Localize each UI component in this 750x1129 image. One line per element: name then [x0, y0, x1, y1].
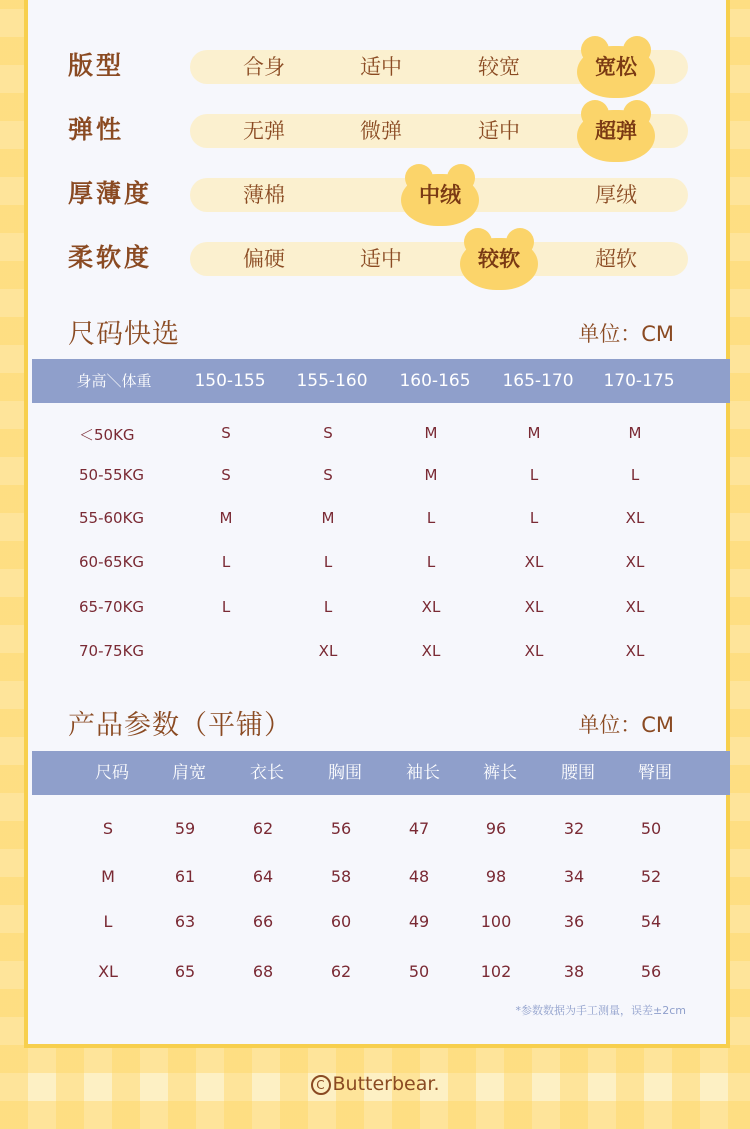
param-cell: 98 [485, 867, 507, 886]
param-cell: 56 [330, 819, 352, 838]
param-cell: 66 [252, 912, 274, 931]
weight-label: 50-55KG [79, 466, 145, 484]
param-size-label: L [103, 912, 113, 931]
param-cell: 52 [640, 867, 662, 886]
attr-row [68, 46, 688, 86]
size-cell: L [426, 553, 436, 571]
attr-option: 微弹 [360, 119, 402, 143]
param-cell: 34 [563, 867, 585, 886]
param-cell: 38 [563, 962, 585, 981]
params-unit: 单位：CM [578, 713, 674, 737]
param-header: 裤长 [483, 763, 517, 783]
param-cell: 60 [330, 912, 352, 931]
param-cell: 36 [563, 912, 585, 931]
attr-option: 适中 [360, 55, 402, 79]
content-card [24, 0, 730, 1048]
size-cell: M [424, 424, 438, 442]
height-header: 165-170 [502, 371, 574, 391]
brand-name: Butterbear. [332, 1073, 440, 1095]
param-cell: 49 [408, 912, 430, 931]
param-cell: 58 [330, 867, 352, 886]
attr-label: 版型 [68, 51, 125, 80]
attr-option: 薄棉 [243, 183, 285, 207]
param-cell: 61 [174, 867, 196, 886]
param-cell: 62 [330, 962, 352, 981]
attr-scale [190, 242, 688, 276]
size-guide-title: 尺码快选 [68, 319, 180, 350]
size-cell: XL [421, 642, 441, 660]
size-cell: XL [524, 553, 544, 571]
attr-label: 柔软度 [68, 243, 153, 272]
param-header: 臀围 [638, 763, 672, 783]
size-cell: L [221, 598, 231, 616]
height-header: 150-155 [194, 371, 266, 391]
height-header: 160-165 [399, 371, 471, 391]
size-cell: M [628, 424, 642, 442]
param-cell: 100 [480, 912, 512, 931]
attr-option: 厚绒 [595, 183, 637, 207]
params-header [32, 751, 730, 795]
param-header: 尺码 [95, 763, 129, 783]
size-cell: S [323, 424, 333, 442]
weight-label: ＜50KG [79, 426, 135, 444]
param-cell: 50 [408, 962, 430, 981]
size-cell: L [529, 466, 539, 484]
size-cell: L [426, 509, 436, 527]
corner-header: 身高＼体重 [76, 372, 152, 390]
size-cell: XL [524, 598, 544, 616]
attr-scale [190, 50, 688, 84]
param-cell: 59 [174, 819, 196, 838]
weight-label: 65-70KG [79, 598, 145, 616]
size-cell: S [221, 466, 231, 484]
weight-label: 60-65KG [79, 553, 145, 571]
param-cell: 62 [252, 819, 274, 838]
param-cell: 54 [640, 912, 662, 931]
attr-option-selected: 宽松 [595, 55, 637, 79]
size-cell: L [323, 553, 333, 571]
attr-option: 较宽 [478, 55, 520, 79]
attr-row [68, 110, 688, 150]
attr-option-selected: 较软 [478, 247, 520, 271]
param-size-label: M [101, 867, 115, 886]
param-header: 衣长 [250, 763, 284, 783]
param-cell: 96 [485, 819, 507, 838]
attr-option-selected: 超弹 [595, 119, 637, 143]
attr-option: 合身 [243, 55, 285, 79]
attr-option: 适中 [478, 119, 520, 143]
size-cell: XL [421, 598, 441, 616]
brand-logo [0, 1073, 750, 1095]
size-cell: XL [318, 642, 338, 660]
size-cell: L [221, 553, 231, 571]
size-cell: XL [625, 509, 645, 527]
attr-option-selected: 中绒 [419, 183, 461, 207]
size-cell: M [219, 509, 233, 527]
size-cell: XL [625, 598, 645, 616]
attr-option: 偏硬 [243, 247, 285, 271]
param-header: 胸围 [328, 763, 362, 783]
size-cell: M [527, 424, 541, 442]
size-cell: XL [625, 642, 645, 660]
size-cell: S [323, 466, 333, 484]
attr-option: 无弹 [243, 119, 285, 143]
attr-label: 弹性 [68, 115, 125, 144]
height-header: 155-160 [296, 371, 368, 391]
param-cell: 65 [174, 962, 196, 981]
param-cell: 64 [252, 867, 274, 886]
param-cell: 56 [640, 962, 662, 981]
params-title: 产品参数（平铺） [68, 710, 292, 741]
attr-option: 超软 [595, 247, 637, 271]
param-cell: 68 [252, 962, 274, 981]
size-guide-unit: 单位：CM [578, 322, 674, 346]
param-cell: 102 [480, 962, 512, 981]
weight-label: 70-75KG [79, 642, 145, 660]
attr-row [68, 174, 688, 214]
attr-label: 厚薄度 [68, 179, 153, 208]
size-cell: S [221, 424, 231, 442]
attr-option: 适中 [360, 247, 402, 271]
size-cell: M [424, 466, 438, 484]
param-cell: 48 [408, 867, 430, 886]
size-cell: L [323, 598, 333, 616]
attr-row [68, 238, 688, 278]
size-cell: XL [625, 553, 645, 571]
weight-label: 55-60KG [79, 509, 145, 527]
size-guide-header [32, 359, 730, 403]
size-cell: L [529, 509, 539, 527]
param-cell: 47 [408, 819, 430, 838]
param-size-label: S [102, 819, 114, 838]
measurement-note: *参数数据为手工测量，误差±2cm [515, 1004, 686, 1017]
param-header: 腰围 [561, 763, 595, 783]
param-header: 袖长 [406, 763, 440, 783]
attr-scale [190, 178, 688, 212]
attr-scale [190, 114, 688, 148]
param-cell: 32 [563, 819, 585, 838]
copyright-icon: C [311, 1075, 331, 1095]
size-cell: L [630, 466, 640, 484]
param-size-label: XL [98, 962, 118, 981]
size-cell: XL [524, 642, 544, 660]
param-header: 肩宽 [172, 763, 206, 783]
param-cell: 63 [174, 912, 196, 931]
height-header: 170-175 [603, 371, 675, 391]
size-cell: M [321, 509, 335, 527]
param-cell: 50 [640, 819, 662, 838]
